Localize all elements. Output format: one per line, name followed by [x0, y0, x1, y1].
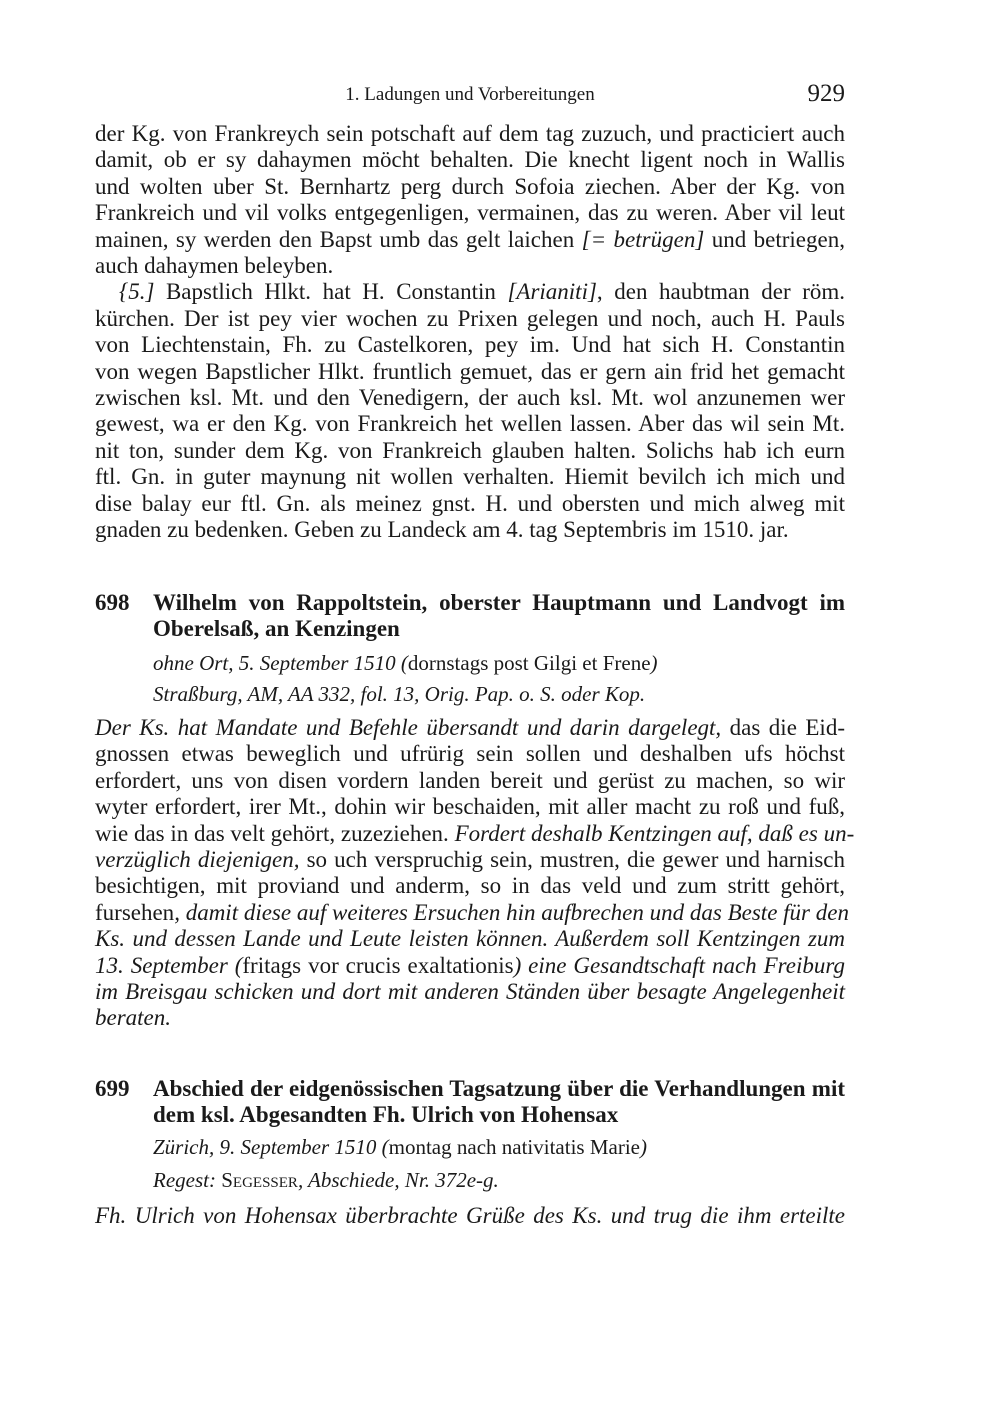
- text-line: nit ton, sunder dem Kg. von Frankreich glauben halten. Solichs hab ich eurn: [95, 437, 845, 463]
- entry-699-body: [95, 1203, 845, 1229]
- text-segment: Fordert deshalb Kentzingen auf, daß es un-: [454, 820, 855, 846]
- text-line: [95, 279, 845, 305]
- text-line: ftl. Gn. in guter maynung nit wollen verhalten. Hiemit bevilch ich mich und: [95, 464, 845, 490]
- text-line: im Breisgau schicken und dort mit anderen Ständen über besagte Angelegenheit: [95, 979, 845, 1005]
- entry-698-source: Straßburg, AM, AA 332, fol. 13, Orig. Pap. o. S. oder Kop.: [153, 682, 646, 706]
- entry-title: [153, 1076, 845, 1129]
- text-line: von Liechtenstain, Fh. zu Castelkoren, pey im. Und hat sich H. Constantin: [95, 332, 845, 358]
- text-line: gnaden zu bedenken. Geben zu Landeck am 4. tag Septembris im 1510. jar.: [95, 517, 789, 543]
- text-line: auch dahaymen beleyben.: [95, 253, 334, 279]
- text-line: und wolten uber St. Bernhartz perg durch Sofoia ziechen. Aber der Kg. von: [95, 173, 845, 199]
- text-line: [95, 899, 849, 926]
- text-segment: fritags vor crucis exaltationis: [242, 952, 514, 978]
- text-line: dise balay eur ftl. Gn. als meinez gnst. H. und obersten und mich alweg mit: [95, 490, 845, 516]
- title-line: Wilhelm von Rappoltstein, oberster Hauptmann und Landvogt im: [153, 590, 845, 615]
- title-line: Abschied der eidgenössischen Tagsatzung über die Verhandlungen mit: [153, 1076, 845, 1101]
- text-line: kürchen. Der ist pey vier wochen zu Prixen gelegen und noch, auch H. Pauls: [95, 305, 845, 331]
- source-label: Regest:: [153, 1168, 222, 1192]
- entry-699-heading: [95, 1076, 845, 1130]
- text-line: Frankreich und vil volks entgegenligen, vermainen, das zu weren. Aber vil leut: [95, 200, 845, 226]
- text-line: besichtigen, mit proviand und anderm, so in das veld und zum stritt gehört,: [95, 873, 845, 899]
- text-line: [95, 820, 855, 847]
- text-line: wyter erfordert, irer Mt., dohin wir beschaiden, mit aller macht zu roß und fuß,: [95, 794, 845, 820]
- entry-title: [153, 590, 845, 643]
- intro-paragraph: [95, 121, 845, 279]
- text-segment: mainen, sy werden den Bapst umb das gelt laichen: [95, 226, 582, 252]
- text-segment: 13. September (: [95, 952, 243, 978]
- page-number: 929: [807, 80, 845, 107]
- entry-698-body: [95, 715, 855, 1032]
- text-segment: , damit diese auf weiteres Ersuchen hin aufbrechen und das Beste für den: [174, 899, 849, 925]
- running-header: [95, 80, 845, 110]
- entry-698-heading: [95, 590, 845, 644]
- entry-698-date: [153, 650, 845, 676]
- source-rest: , Abschiede, Nr. 372e-g.: [297, 1168, 499, 1192]
- text-segment: fursehen: [95, 899, 175, 925]
- date-close: ): [650, 651, 658, 675]
- text-line: gnossen etwas beweglich und ufrürig sein sollen und deshalben ufs höchst: [95, 741, 845, 767]
- date-latin: dornstags post Gilgi et Frene: [407, 651, 651, 675]
- text-line: zwischen ksl. Mt. und den Venedigern, der auch ksl. Mt. wol anzunemen wer: [95, 385, 845, 411]
- text-line: beraten.: [95, 1005, 172, 1031]
- date-latin: montag nach nativitatis Marie: [388, 1135, 640, 1159]
- text-segment: Bapstlich Hlkt. hat H. Constantin: [154, 279, 508, 305]
- editorial-gloss: [Arianiti]: [507, 279, 597, 305]
- text-segment: das die Eid-: [721, 715, 845, 740]
- text-line: gewest, wa er den Kg. von Frankreich het wellen lassen. Aber das wil sein Mt.: [95, 411, 845, 437]
- text-segment: und betriegen,: [704, 226, 845, 252]
- text-segment: Der Ks. hat Mandate und Befehle übersandt und darin dargelegt,: [95, 715, 722, 740]
- text-line: Ks. und dessen Lande und Leute leisten können. Außerdem soll Kentzingen zum: [95, 926, 845, 952]
- title-line: Oberelsaß, an Kenzingen: [153, 616, 400, 642]
- paragraph-marker: {5.]: [119, 279, 155, 305]
- entry-699-source: [153, 1167, 845, 1193]
- text-segment: wie das in das velt gehört, zuzeziehen.: [95, 820, 455, 846]
- entry-number: 699: [95, 1076, 130, 1101]
- text-line: damit, ob er sy dahaymen möcht behalten. Die knecht ligent noch in Wallis: [95, 147, 845, 173]
- text-segment: verzüglich diejenigen,: [95, 847, 300, 873]
- date-place: Zürich, 9. September 1510 (: [153, 1135, 389, 1159]
- date-place: ohne Ort, 5. September 1510 (: [153, 651, 408, 675]
- text-segment: , den haubtman der röm.: [596, 279, 846, 305]
- running-title: 1. Ladungen und Vorbereitungen: [345, 84, 595, 105]
- editorial-gloss: [= betrügen]: [581, 226, 705, 252]
- text-line: [95, 715, 845, 741]
- text-line: Fh. Ulrich von Hohensax überbrachte Grüße des Ks. und trug die ihm erteilte: [95, 1203, 845, 1228]
- entry-number: 698: [95, 590, 130, 615]
- text-line: [95, 227, 845, 253]
- text-line: [95, 953, 845, 979]
- text-line: [95, 847, 845, 873]
- text-line: von wegen Bapstlicher Hlkt. fruntlich gemuet, das er gern ain frid het gemacht: [95, 358, 845, 384]
- text-segment: ) eine Gesandtschaft nach Freiburg: [513, 952, 845, 978]
- text-line: erfordert, uns von disen vordern landen bereit und gerüst zu machen, so wir: [95, 767, 845, 793]
- text-line: der Kg. von Frankreych sein potschaft auf dem tag zuzuch, und practiciert auch: [95, 121, 845, 146]
- paragraph-five: [95, 279, 845, 543]
- date-close: ): [639, 1135, 647, 1159]
- title-line: dem ksl. Abgesandten Fh. Ulrich von Hohensax: [153, 1102, 619, 1128]
- entry-699-date: [153, 1134, 845, 1160]
- source-author: Segesser: [221, 1168, 298, 1192]
- text-segment: so uch verspruchig sein, mustren, die gewer und harnisch: [299, 847, 845, 873]
